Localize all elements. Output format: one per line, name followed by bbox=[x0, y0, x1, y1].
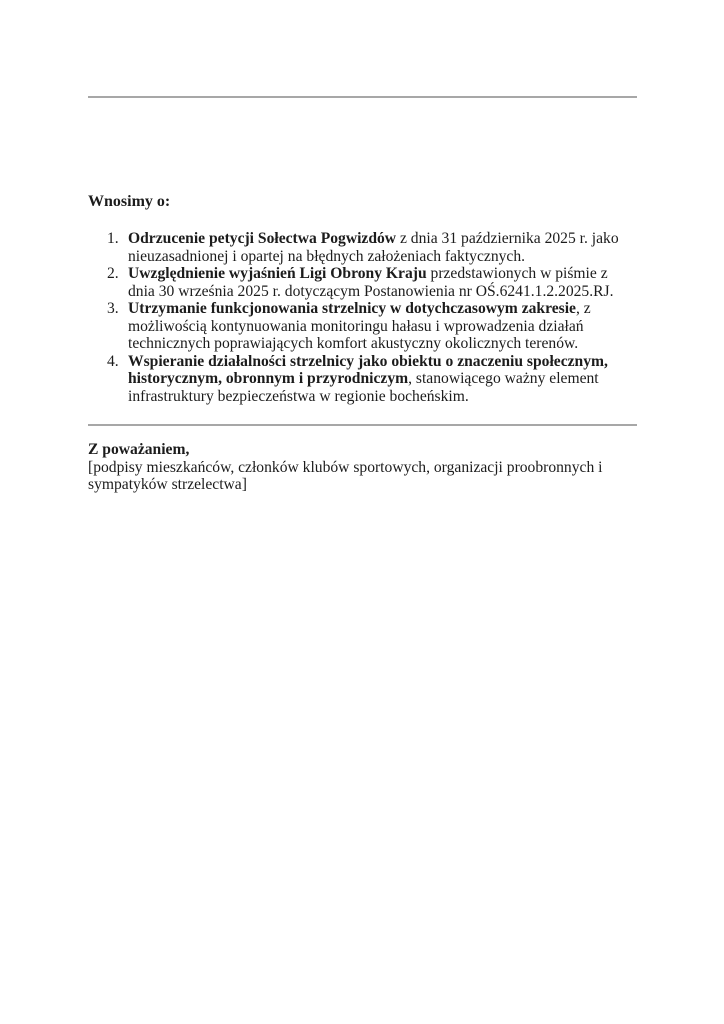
divider-top bbox=[88, 96, 637, 98]
closing-salutation: Z poważaniem, bbox=[88, 441, 190, 458]
list-item-text bbox=[128, 353, 638, 406]
list-item bbox=[107, 353, 638, 406]
list-item-bold-text: Odrzucenie petycji Sołectwa Pogwizdów bbox=[128, 230, 397, 247]
list-item-bold-text: Wspieranie działalności strzelnicy jako obiektu o znaczeniu społecznym, historycznym, obronnym i przyrodniczym bbox=[128, 352, 608, 387]
list-item-rest-text: , z możliwością kontynuowania monitoringu hałasu i wprowadzenia działań technicznych poprawiających komfort akustyczny okolicznych terenów. bbox=[128, 300, 591, 352]
list-item-text bbox=[128, 230, 638, 265]
list-item-text bbox=[128, 265, 638, 300]
list-item-bold-text: Utrzymanie funkcjonowania strzelnicy w dotychczasowym zakresie bbox=[128, 300, 576, 317]
section-heading: Wnosimy o: bbox=[88, 193, 171, 210]
list-item-rest-text: z dnia 31 października 2025 r. jako nieuzasadnionej i opartej na błędnych założeniach faktycznych. bbox=[128, 230, 619, 265]
numbered-list bbox=[107, 230, 638, 405]
list-item bbox=[107, 230, 638, 265]
list-item-number: 4. bbox=[107, 352, 119, 370]
divider-bottom bbox=[88, 424, 637, 426]
list-item-rest-text: , stanowiącego ważny element infrastruktury bezpieczeństwa w regionie bocheńskim. bbox=[128, 370, 599, 405]
list-item-rest-text: przedstawionych w piśmie z dnia 30 września 2025 r. dotyczącym Postanowienia nr OŚ.6241.1.2.2025.RJ. bbox=[128, 265, 614, 300]
closing-signatories: [podpisy mieszkańców, członków klubów sportowych, organizacji proobronnych i sympatyków strzelectwa] bbox=[88, 458, 603, 494]
closing-block bbox=[88, 441, 637, 494]
list-item-number: 2. bbox=[107, 265, 119, 282]
list-item-number: 1. bbox=[107, 230, 119, 247]
list-item bbox=[107, 300, 638, 353]
list-item-text bbox=[128, 300, 638, 353]
list-item-bold-text: Uwzględnienie wyjaśnień Ligi Obrony Kraju bbox=[128, 265, 427, 282]
list-item bbox=[107, 265, 638, 300]
list-item-number: 3. bbox=[107, 300, 119, 317]
